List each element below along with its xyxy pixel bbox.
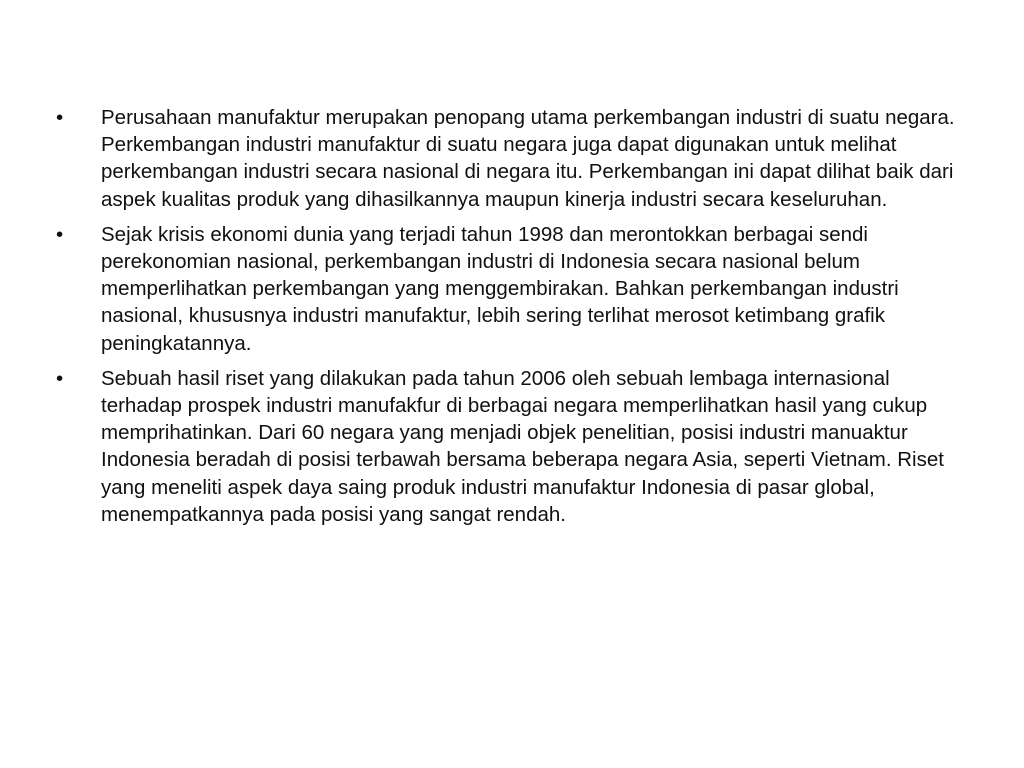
bullet-list xyxy=(56,104,974,536)
bullet-item xyxy=(56,365,974,528)
bullet-text: Perusahaan manufaktur merupakan penopang utama perkembangan industri di suatu negara. Perkembangan industri manufaktur di suatu negara juga dapat digunakan untuk melihat perkembangan industri secara nasional di negara itu. Perkembangan ini dapat dilihat baik dari aspek kualitas produk yang dihasilkannya maupun kinerja industri secara keseluruhan. xyxy=(101,106,955,211)
bullet-item xyxy=(56,104,974,213)
bullet-icon: • xyxy=(56,222,64,246)
bullet-item xyxy=(56,221,974,357)
bullet-text: Sejak krisis ekonomi dunia yang terjadi tahun 1998 dan merontokkan berbagai sendi perekonomian nasional, perkembangan industri di Indonesia secara nasional belum memperlihatkan perkembangan yang menggembirakan. Bahkan perkembangan industri nasional, khususnya industri manufaktur, lebih sering terlihat merosot ketimbang grafik peningkatannya. xyxy=(101,222,899,355)
bullet-text: Sebuah hasil riset yang dilakukan pada tahun 2006 oleh sebuah lembaga internasional terhadap prospek industri manufakfur di berbagai negara memperlihatkan hasil yang cukup memprihatinkan. Dari 60 negara yang menjadi objek penelitian, posisi industri manuaktur Indonesia beradah di posisi terbawah bersama beberapa negara Asia, seperti Vietnam. Riset yang meneliti aspek daya saing produk industri manufaktur Indonesia di pasar global, menempatkannya pada posisi yang sangat rendah. xyxy=(101,366,944,526)
bullet-icon: • xyxy=(56,106,64,129)
bullet-icon: • xyxy=(56,366,64,390)
